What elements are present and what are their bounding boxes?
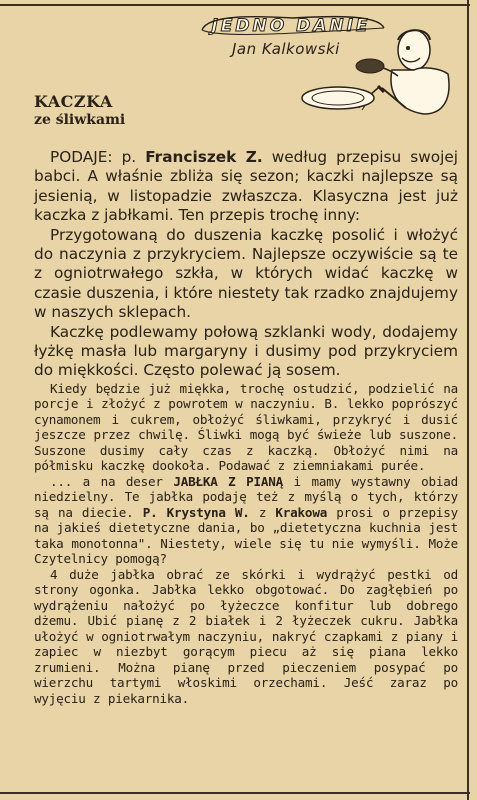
author-signature: Jan Kalkowski — [232, 40, 340, 58]
reader-city: Krakowa — [275, 504, 328, 520]
para-4-from: z — [249, 504, 276, 520]
paragraph-1: Przygotowaną do duszenia kaczkę posolić i włożyć do naczynia z przykryciem. Najlepsze oczywiście są te z ogniotrwałego szkła, w których widać kaczkę w czasie duszenia, i które niestety tak rzadko znajdujemy w naszych sklepach. — [34, 225, 458, 322]
reader-name: P. Krystyna W. — [142, 504, 250, 520]
intro-lead: PODAJE: p. — [50, 148, 146, 166]
intro-paragraph — [34, 148, 458, 226]
article-subtitle: ze śliwkami — [34, 112, 126, 128]
intro-name: Franciszek Z. — [145, 148, 263, 166]
paragraph-5: 4 duże jabłka obrać ze skórki i wydrążyć pestki od strony ogonka. Jabłka lekko obgotować. Do zagłębień po wydrążeniu nałożyć po łyżeczce konfitur lub dobrego dżemu. Ubić pianę z 2 białek i 2 łyżeczek cukru. Jabłka ułożyć w ogniotrwałym naczyniu, nakryć czapkami z piany i zapiec w niezbyt gorącym piecu aż się piana lekko zrumieni. Można pianę przed pieczeniem posypać po wierzchu tartymi włoskimi orzechami. Jeść zaraz po wyjęciu z piekarnika. — [34, 566, 458, 706]
paragraph-3: Kiedy będzie już miękka, trochę ostudzić, podzielić na porcje i złożyć z powrotem w naczyniu. B. lekko poprószyć cynamonem i cukrem, obłożyć śliwkami, przykryć i dusić jeszcze przez chwilę. Śliwki mogą być świeże lub suszone. Suszone dusimy cały czas z kaczką. Obłożyć nimi na półmisku kaczkę dookoła. Podawać z ziemniakami purée. — [34, 380, 458, 474]
paragraph-4 — [34, 474, 458, 567]
article-body — [34, 148, 458, 706]
para-4-mid: i mamy wystawny obiad niedzielny. Te jabłka podaję też z myślą o tych, którzy są na diecie. — [34, 473, 459, 520]
bottom-rule — [0, 792, 470, 794]
plate-illustration — [298, 68, 418, 118]
para-4-lead: ... a na deser — [50, 473, 174, 489]
paragraph-2: Kaczkę podlewamy połową szklanki wody, dodajemy łyżkę masła lub margaryny i dusimy pod przykryciem do miękkości. Często polewać ją sosem. — [34, 322, 458, 380]
right-rule — [467, 0, 469, 800]
series-title: JEDNO DANIE — [211, 16, 371, 36]
top-rule — [0, 4, 470, 6]
article-headline — [34, 92, 125, 130]
intro-rest: według przepisu swojej babci. A właśnie zbliża się sezon; kaczki najlepsze są jesienią, w listopadzie zwłaszcza. Klasyczna jest już kaczka z jabłkami. Ten przepis trochę inny: — [34, 148, 458, 225]
dessert-title: JABŁKA Z PIANĄ — [173, 473, 283, 489]
column-logo — [192, 10, 460, 118]
para-4-rest: prosi o przepisy na jakieś dietetyczne dania, bo „dietetyczna kuchnia jest taka monotonna". Niestety, wiele się tu nie wymyśli. Może Czytelnicy pomogą? — [34, 504, 458, 567]
article-title: KACZKA — [34, 92, 113, 111]
